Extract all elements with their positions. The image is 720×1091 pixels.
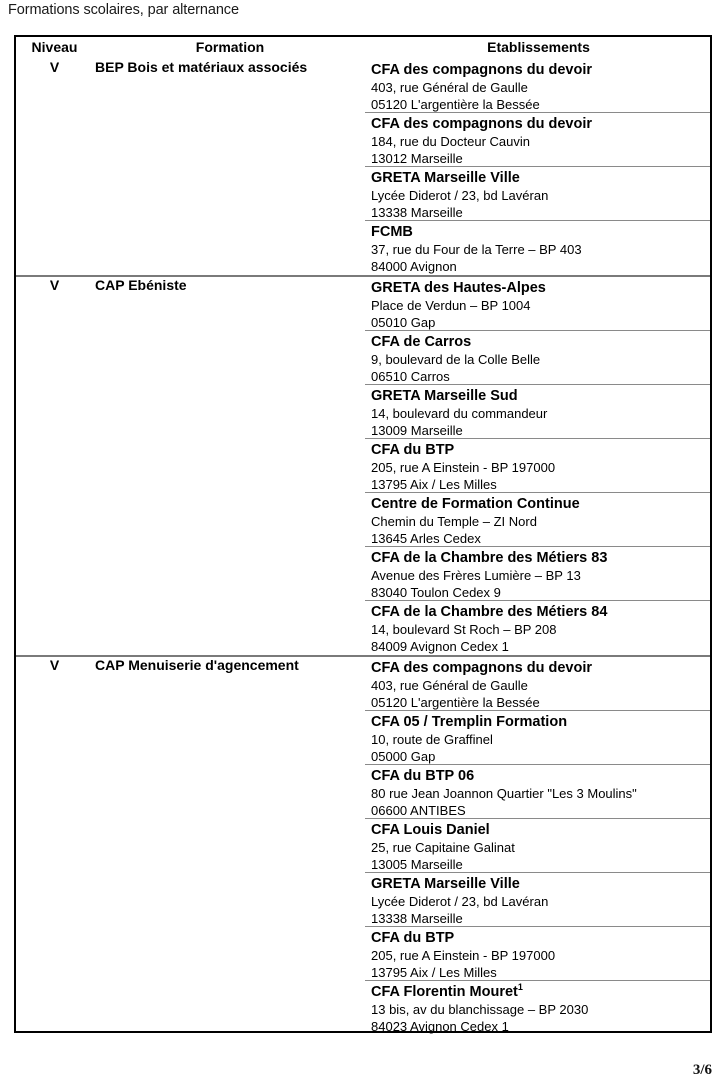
- establishment-name: [371, 549, 712, 567]
- establishment-address: 403, rue Général de Gaulle: [371, 678, 528, 693]
- establishment-city: 84023 Avignon Cedex 1: [371, 1019, 509, 1034]
- establishment-address: 184, rue du Docteur Cauvin: [371, 134, 530, 149]
- establishment-address: 80 rue Jean Joannon Quartier "Les 3 Moulins": [371, 786, 637, 801]
- establishment-entry: [365, 439, 712, 493]
- cell-formation: CAP Menuiserie d'agencement: [95, 656, 365, 1035]
- establishment-entry: [365, 277, 712, 331]
- establishment-city: 05120 L'argentière la Bessée: [371, 695, 540, 710]
- establishment-city: 06510 Carros: [371, 369, 450, 384]
- establishment-name: [371, 983, 712, 1001]
- establishment-entry: [365, 765, 712, 819]
- cell-formation: CAP Ebéniste: [95, 276, 365, 656]
- establishment-entry: [365, 547, 712, 601]
- establishment-city: 84000 Avignon: [371, 259, 457, 274]
- establishment-name: [371, 333, 712, 351]
- establishment-city: 13338 Marseille: [371, 205, 463, 220]
- establishment-address: Place de Verdun – BP 1004: [371, 298, 531, 313]
- establishment-city: 05120 L'argentière la Bessée: [371, 97, 540, 112]
- establishment-name-text: Centre de Formation Continue: [371, 496, 580, 512]
- establishment-entry: [365, 657, 712, 711]
- establishment-address: 14, boulevard St Roch – BP 208: [371, 622, 557, 637]
- establishment-address: 9, boulevard de la Colle Belle: [371, 352, 541, 367]
- establishment-name-text: CFA du BTP: [371, 930, 455, 946]
- establishment-name: [371, 603, 712, 621]
- establishment-name-text: CFA du BTP 06: [371, 768, 475, 784]
- establishment-name-text: CFA Louis Daniel: [371, 822, 490, 838]
- establishment-city: 84009 Avignon Cedex 1: [371, 639, 509, 654]
- table-header: [14, 35, 712, 59]
- establishment-address: 25, rue Capitaine Galinat: [371, 840, 515, 855]
- establishment-entry: [365, 167, 712, 221]
- establishment-name-text: CFA des compagnons du devoir: [371, 660, 593, 676]
- establishment-city: 13795 Aix / Les Milles: [371, 477, 497, 492]
- footnote-marker: 1: [517, 982, 523, 993]
- establishment-entry: [365, 601, 712, 655]
- establishment-address: 10, route de Graffinel: [371, 732, 493, 747]
- establishment-name: [371, 875, 712, 893]
- establishment-name-text: FCMB: [371, 224, 413, 240]
- establishment-entry: [365, 981, 712, 1035]
- establishment-name-text: CFA de la Chambre des Métiers 83: [371, 550, 608, 566]
- establishment-address: 14, boulevard du commandeur: [371, 406, 548, 421]
- establishment-list: [365, 277, 712, 655]
- establishment-entry: [365, 59, 712, 113]
- cell-etablissements: [365, 656, 712, 1035]
- cell-niveau: V: [14, 656, 95, 1035]
- establishment-name: [371, 279, 712, 297]
- establishment-address: 205, rue A Einstein - BP 197000: [371, 460, 556, 475]
- table-row: [14, 276, 712, 656]
- establishment-entry: [365, 927, 712, 981]
- establishment-city: 13009 Marseille: [371, 423, 463, 438]
- establishment-name: [371, 821, 712, 839]
- establishment-name: [371, 441, 712, 459]
- establishment-name: [371, 169, 712, 187]
- establishment-name-text: CFA 05 / Tremplin Formation: [371, 714, 568, 730]
- formations-table: [14, 35, 712, 1035]
- establishment-address: 205, rue A Einstein - BP 197000: [371, 948, 556, 963]
- establishment-city: 13645 Arles Cedex: [371, 531, 481, 546]
- establishment-city: 13005 Marseille: [371, 857, 463, 872]
- establishment-name: [371, 659, 712, 677]
- column-header-etablissements: Etablissements: [487, 39, 590, 55]
- establishment-entry: [365, 331, 712, 385]
- establishment-city: 83040 Toulon Cedex 9: [371, 585, 501, 600]
- establishment-name-text: CFA du BTP: [371, 442, 455, 458]
- establishment-city: 05010 Gap: [371, 315, 436, 330]
- establishment-entry: [365, 873, 712, 927]
- establishment-address: Lycée Diderot / 23, bd Lavéran: [371, 894, 549, 909]
- table-row: [14, 656, 712, 1035]
- establishment-list: [365, 657, 712, 1035]
- establishment-address: 403, rue Général de Gaulle: [371, 80, 528, 95]
- establishment-city: 05000 Gap: [371, 749, 436, 764]
- column-header-niveau: Niveau: [31, 39, 78, 55]
- establishment-name: [371, 115, 712, 133]
- cell-formation: BEP Bois et matériaux associés: [95, 59, 308, 75]
- establishment-city: 13795 Aix / Les Milles: [371, 965, 497, 980]
- establishment-name: [371, 387, 712, 405]
- establishment-name: [371, 713, 712, 731]
- establishment-name-text: GRETA Marseille Ville: [371, 170, 520, 186]
- table-row: [14, 59, 712, 276]
- establishment-name-text: CFA des compagnons du devoir: [371, 62, 593, 78]
- establishment-name-text: GRETA des Hautes-Alpes: [371, 280, 546, 296]
- column-header-formation: Formation: [195, 39, 265, 55]
- cell-etablissements: [365, 59, 712, 276]
- page-title: Formations scolaires, par alternance: [8, 2, 239, 18]
- establishment-address: 37, rue du Four de la Terre – BP 403: [371, 242, 582, 257]
- establishment-name-text: CFA Florentin Mouret: [371, 984, 518, 1000]
- establishment-name-text: CFA des compagnons du devoir: [371, 116, 593, 132]
- establishment-city: 13338 Marseille: [371, 911, 463, 926]
- establishment-name-text: GRETA Marseille Ville: [371, 876, 520, 892]
- cell-niveau: V: [49, 59, 60, 75]
- cell-niveau: V: [14, 276, 95, 656]
- establishment-name-text: GRETA Marseille Sud: [371, 388, 518, 404]
- establishment-address: Chemin du Temple – ZI Nord: [371, 514, 537, 529]
- establishment-name: [371, 223, 712, 241]
- establishment-entry: [365, 493, 712, 547]
- establishment-entry: [365, 711, 712, 765]
- establishment-entry: [365, 385, 712, 439]
- establishment-name-text: CFA de Carros: [371, 334, 472, 350]
- establishment-city: 06600 ANTIBES: [371, 803, 466, 818]
- table-body: [14, 59, 712, 1035]
- establishment-city: 13012 Marseille: [371, 151, 463, 166]
- establishment-list: [365, 59, 712, 275]
- establishment-entry: [365, 221, 712, 275]
- establishment-address: Lycée Diderot / 23, bd Lavéran: [371, 188, 549, 203]
- establishment-name: [371, 767, 712, 785]
- establishment-entry: [365, 819, 712, 873]
- establishment-name: [371, 929, 712, 947]
- cell-etablissements: [365, 276, 712, 656]
- establishment-name: [371, 61, 712, 79]
- establishment-entry: [365, 113, 712, 167]
- table-header-row: [14, 35, 712, 59]
- establishment-name-text: CFA de la Chambre des Métiers 84: [371, 604, 608, 620]
- establishment-address: Avenue des Frères Lumière – BP 13: [371, 568, 581, 583]
- establishment-address: 13 bis, av du blanchissage – BP 2030: [371, 1002, 589, 1017]
- page-number: 3/6: [692, 1062, 712, 1078]
- establishment-name: [371, 495, 712, 513]
